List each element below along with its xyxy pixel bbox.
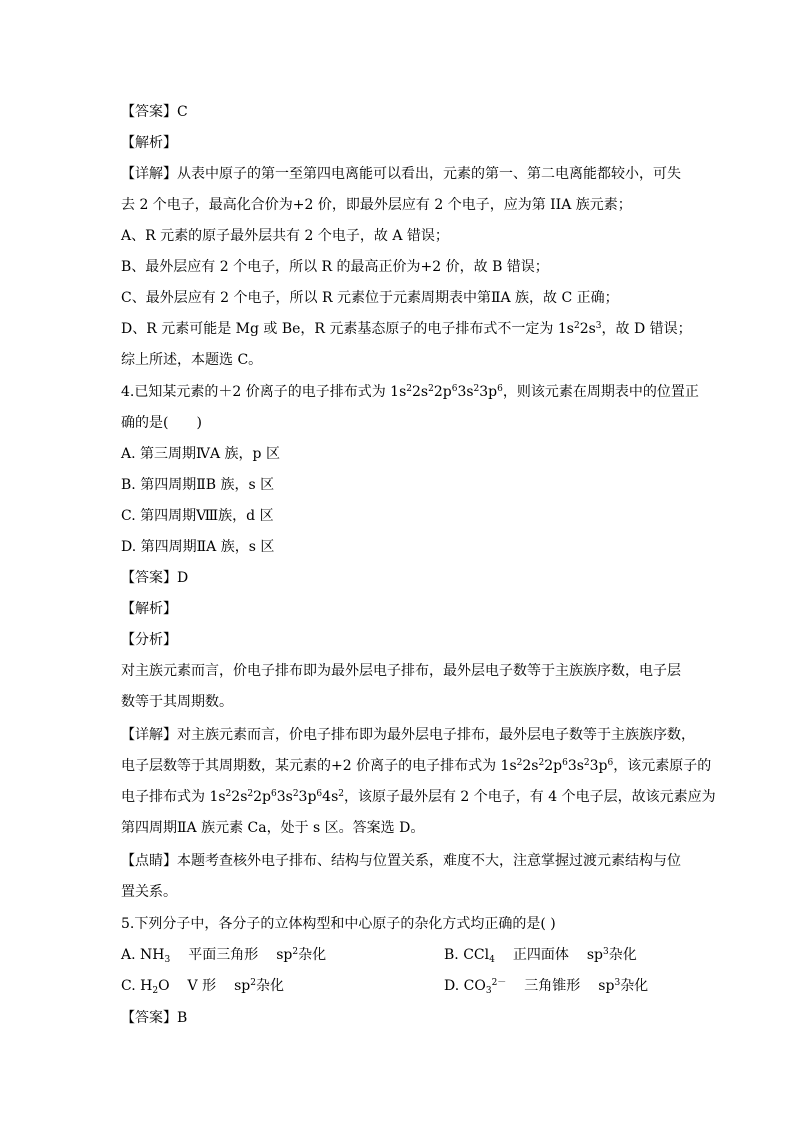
- q4-option-d: D. 第四周期ⅡA 族，s 区: [121, 539, 275, 555]
- q3-option-c: C、最外层应有 2 个电子，所以 R 元素位于元素周期表中第ⅡA 族，故 C 正确；: [121, 290, 619, 306]
- q4-analysis-label: 【解析】: [121, 601, 177, 617]
- q4-detail-line2: 电子层数等于其周期数，某元素的+2 价离子的电子排布式为 $1s^22s^22p^63s^23p^6$，该元素原子的: [121, 758, 712, 774]
- q5-answer: 【答案】B: [121, 1010, 188, 1026]
- q4-detail-line1: 【详解】对主族元素而言，价电子排布即为最外层电子排布，最外层电子数等于主族族序数，: [121, 727, 695, 743]
- q3-option-d: D、R 元素可能是 Mg 或 Be，R 元素基态原子的电子排布式不一定为 $1s^22s^3$，故 D 错误；: [121, 321, 692, 337]
- q5-option-a: A. $NH_3$ 平面三角形 $sp^2$杂化: [121, 947, 327, 965]
- q5-stem: 5.下列分子中，各分子的立体构型和中心原子的杂化方式均正确的是( ): [121, 916, 556, 932]
- q4-option-a: A. 第三周期ⅣA 族，p 区: [121, 446, 280, 462]
- q3-summary: 综上所述，本题选 C。: [121, 352, 263, 368]
- q4-comment-line1: 【点睛】本题考查核外电子排布、结构与位置关系，难度不大，注意掌握过渡元素结构与位: [121, 853, 681, 869]
- q3-detail-line1: 【详解】从表中原子的第一至第四电离能可以看出，元素的第一、第二电离能都较小，可失: [121, 166, 681, 182]
- q3-option-a: A、R 元素的原子最外层共有 2 个电子，故 A 错误；: [121, 228, 449, 244]
- q4-analysis-sub: 【分析】: [121, 632, 177, 648]
- q4-comment-line2: 置关系。: [121, 884, 177, 900]
- q3-option-b: B、最外层应有 2 个电子，所以 R 的最高正价为+2 价，故 B 错误；: [121, 259, 549, 275]
- q4-analysis-line2: 数等于其周期数。: [121, 694, 233, 710]
- q4-option-b: B. 第四周期ⅡB 族，s 区: [121, 477, 275, 493]
- q5-option-d: D. $CO_3^{2-}$ 三角锥形 $sp^3$杂化: [444, 978, 649, 996]
- q5-option-c: C. $H_2O$ V 形 $sp^2$杂化: [121, 978, 284, 996]
- q4-detail-line4: 第四周期ⅡA 族元素 Ca，处于 s 区。答案选 D。: [121, 820, 425, 836]
- q4-stem-line2: 确的是( ): [121, 415, 202, 431]
- q3-analysis-label: 【解析】: [121, 135, 177, 151]
- q4-analysis-line1: 对主族元素而言，价电子排布即为最外层电子排布，最外层电子数等于主族族序数，电子层: [121, 663, 681, 679]
- q3-answer: 【答案】C: [121, 104, 188, 120]
- q4-answer: 【答案】D: [121, 570, 189, 586]
- q5-option-b: B. CCl$_4$ 正四面体 $sp^3$杂化: [444, 947, 637, 965]
- q3-detail-line2: 去 2 个电子，最高化合价为+2 价，即最外层应有 2 个电子，应为第 IIA 族元素；: [121, 197, 632, 213]
- q4-detail-line3: 电子排布式为 $1s^22s^22p^63s^23p^64s^2$，该原子最外层有 2 个电子，有 4 个电子层，故该元素应为: [121, 789, 716, 805]
- q4-option-c: C. 第四周期Ⅷ族，d 区: [121, 508, 274, 524]
- q4-stem: 4.已知某元素的＋2 价离子的电子排布式为 $1s^22s^22p^63s^23p^6$，则该元素在周期表中的位置正: [121, 384, 699, 400]
